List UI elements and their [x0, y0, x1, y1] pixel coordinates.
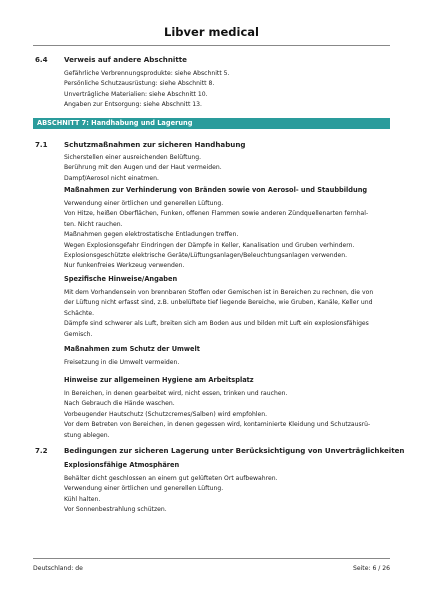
specific-notes-title: Spezifische Hinweise/Angaben	[64, 275, 178, 283]
text-line: Verwendung einer örtlichen und generellen Lüftung.	[64, 200, 224, 207]
text-line: In Bereichen, in denen gearbeitet wird, nicht essen, trinken und rauchen.	[64, 390, 288, 397]
header-rule	[33, 45, 390, 46]
text-line: Persönliche Schutzausrüstung: siehe Abschnitt 8.	[64, 80, 215, 88]
section-7-2-title: Bedingungen zur sicheren Lagerung unter Berücksichtigung von Unverträglichkeiten	[64, 446, 405, 455]
explosive-atmospheres-text	[64, 474, 278, 516]
text-line: Maßnahmen gegen elektrostatische Entladungen treffen.	[64, 231, 239, 239]
text-line: Explosionsgeschützte elektrische Geräte/Lüftungsanlagen/Beleuchtungsanlagen verwenden.	[64, 252, 348, 260]
section-7-1-number: 7.1	[35, 140, 48, 149]
text-line: Gefährliche Verbrennungsprodukte: siehe Abschnitt 5.	[64, 70, 230, 77]
text-line: Dämpfe sind schwerer als Luft, breiten sich am Boden aus und bilden mit Luft ein explosionsfähiges	[64, 320, 369, 328]
text-line: Sicherstellen einer ausreichenden Belüftung.	[64, 154, 202, 161]
environment-protection-title: Maßnahmen zum Schutz der Umwelt	[64, 345, 200, 353]
explosive-atmospheres-title: Explosionsfähige Atmosphären	[64, 461, 180, 469]
fire-prevention-title: Maßnahmen zur Verhinderung von Bränden sowie von Aerosol- und Staubbildung	[64, 186, 368, 194]
handling-intro-text	[64, 153, 222, 184]
text-line: Schächte.	[64, 309, 95, 317]
text-line: Kühl halten.	[64, 495, 101, 503]
company-name: Libver medical	[164, 25, 259, 39]
text-line: Freisetzung in die Umwelt vermeiden.	[64, 359, 180, 366]
text-line: der Lüftung nicht erfasst sind, z.B. unbelüftete tief liegende Bereiche, wie Gruben, Kanäle, Keller und	[64, 299, 373, 307]
section-7-1-title: Schutzmaßnahmen zur sicheren Handhabung	[64, 140, 246, 149]
environment-protection-text	[64, 358, 179, 368]
section-7-2-number: 7.2	[35, 446, 48, 455]
text-line: Vor dem Betreten von Bereichen, in denen gegessen wird, kontaminierte Kleidung und Schutzausrü-	[64, 421, 371, 429]
text-line: Berührung mit den Augen und der Haut vermeiden.	[64, 164, 222, 172]
text-line: Wegen Explosionsgefahr Eindringen der Dämpfe in Keller, Kanalisation und Gruben verhindern.	[64, 241, 355, 249]
text-line: stung ablegen.	[64, 431, 110, 439]
text-line: Angaben zur Entsorgung: siehe Abschnitt 13.	[64, 101, 202, 109]
text-line: Von Hitze, heißen Oberflächen, Funken, offenen Flammen sowie anderen Zündquellenarten fernhal-	[64, 210, 369, 218]
section-6-4-text	[64, 69, 229, 111]
footer-rule	[33, 558, 390, 559]
text-line: Nach Gebrauch die Hände waschen.	[64, 400, 175, 408]
text-line: Vor Sonnenbestrahlung schützen.	[64, 506, 167, 514]
text-line: ten. Nicht rauchen.	[64, 220, 123, 228]
section-6-4-title: Verweis auf andere Abschnitte	[64, 55, 187, 64]
fire-prevention-text	[64, 199, 368, 272]
footer-page-number: Seite: 6 / 26	[353, 565, 390, 572]
footer-country: Deutschland: de	[33, 565, 83, 572]
text-line: Mit dem Vorhandensein von brennbaren Stoffen oder Gemischen ist in Bereichen zu rechnen, die von	[64, 289, 374, 296]
hygiene-text	[64, 389, 370, 441]
text-line: Nur funkenfreies Werkzeug verwenden.	[64, 262, 185, 270]
text-line: Unverträgliche Materialien: siehe Abschnitt 10.	[64, 90, 208, 98]
specific-notes-text	[64, 288, 373, 340]
text-line: Behälter dicht geschlossen an einem gut gelüfteten Ort aufbewahren.	[64, 475, 278, 482]
text-line: Gemisch.	[64, 330, 93, 338]
text-line: Verwendung einer örtlichen und generellen Lüftung.	[64, 485, 224, 493]
text-line: Vorbeugender Hautschutz (Schutzcremes/Salben) wird empfohlen.	[64, 410, 268, 418]
section-6-4-number: 6.4	[35, 55, 48, 64]
section-7-heading-band: ABSCHNITT 7: Handhabung und Lagerung	[33, 118, 390, 129]
hygiene-title: Hinweise zur allgemeinen Hygiene am Arbeitsplatz	[64, 376, 254, 384]
text-line: Dampf/Aerosol nicht einatmen.	[64, 174, 159, 182]
